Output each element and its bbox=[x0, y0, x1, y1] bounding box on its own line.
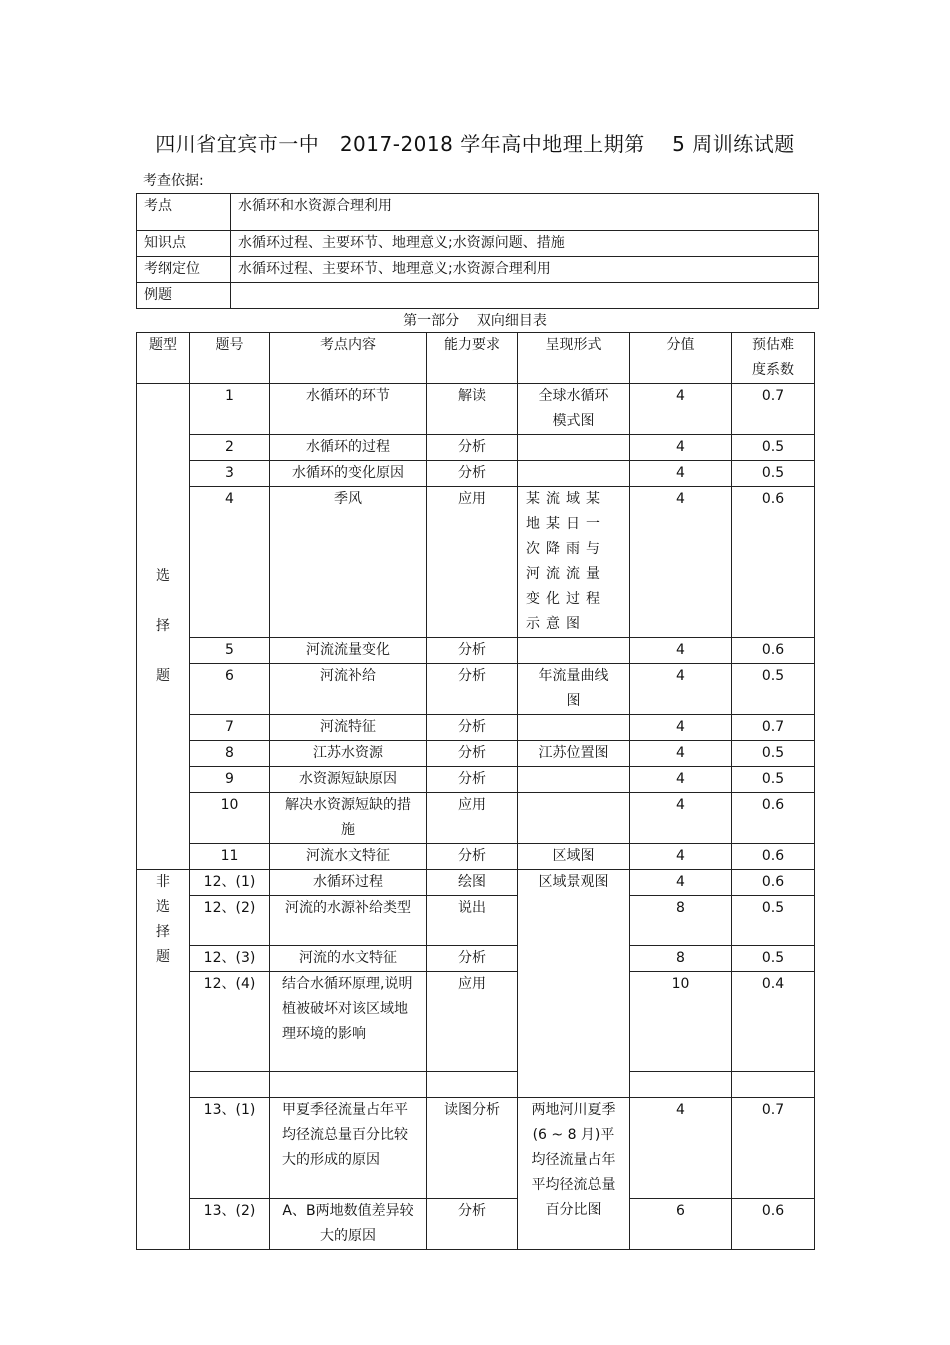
item-difficulty: 0.5 bbox=[732, 767, 815, 793]
item-ability: 解读 bbox=[427, 384, 518, 435]
basis-key: 例题 bbox=[137, 283, 231, 309]
item-score: 4 bbox=[630, 384, 732, 435]
item-score: 4 bbox=[630, 793, 732, 844]
table-row bbox=[137, 767, 815, 793]
item-difficulty: 0.6 bbox=[732, 487, 815, 638]
item-ability: 分析 bbox=[427, 435, 518, 461]
item-topic: 甲夏季径流量占年平均径流总量百分比较大的形成的原因 bbox=[270, 1098, 427, 1199]
table-row bbox=[137, 972, 815, 1072]
table-row bbox=[137, 638, 815, 664]
category-nonchoice: 非 选 择 题 bbox=[137, 870, 190, 1250]
item-form bbox=[518, 461, 630, 487]
item-topic: 水循环的变化原因 bbox=[270, 461, 427, 487]
item-topic: 季风 bbox=[270, 487, 427, 638]
item-no: 12、(3) bbox=[190, 946, 270, 972]
item-difficulty: 0.5 bbox=[732, 896, 815, 946]
item-topic: 河流流量变化 bbox=[270, 638, 427, 664]
header-cell: 呈现形式 bbox=[518, 333, 630, 384]
item-difficulty: 0.6 bbox=[732, 638, 815, 664]
basis-key: 考纲定位 bbox=[137, 257, 231, 283]
item-topic: 水循环的环节 bbox=[270, 384, 427, 435]
item-form bbox=[518, 793, 630, 844]
item-no: 13、(1) bbox=[190, 1098, 270, 1199]
item-score: 4 bbox=[630, 435, 732, 461]
item-difficulty: 0.7 bbox=[732, 715, 815, 741]
header-cell: 能力要求 bbox=[427, 333, 518, 384]
item-ability: 分析 bbox=[427, 946, 518, 972]
item-form: 某流域某地某日一次降雨与河流流量变化过程示意图 bbox=[518, 487, 630, 638]
basis-value: 水循环过程、主要环节、地理意义;水资源合理利用 bbox=[231, 257, 819, 283]
item-score: 4 bbox=[630, 844, 732, 870]
item-score: 4 bbox=[630, 741, 732, 767]
item-difficulty: 0.5 bbox=[732, 435, 815, 461]
item-ability: 分析 bbox=[427, 844, 518, 870]
item-form: 区域图 bbox=[518, 844, 630, 870]
table-row bbox=[137, 1199, 815, 1250]
item-topic: 水资源短缺原因 bbox=[270, 767, 427, 793]
item-topic: 结合水循环原理,说明植被破坏对该区域地理环境的影响 bbox=[270, 972, 427, 1072]
item-score: 4 bbox=[630, 461, 732, 487]
item-no: 11 bbox=[190, 844, 270, 870]
item-difficulty: 0.5 bbox=[732, 741, 815, 767]
table-row bbox=[137, 741, 815, 767]
item-difficulty: 0.6 bbox=[732, 793, 815, 844]
item-no: 8 bbox=[190, 741, 270, 767]
table-row bbox=[137, 435, 815, 461]
basis-value: 水循环和水资源合理利用 bbox=[231, 194, 819, 231]
header-cell: 题型 bbox=[137, 333, 190, 384]
item-ability: 应用 bbox=[427, 793, 518, 844]
header-cell: 分值 bbox=[630, 333, 732, 384]
basis-value: 水循环过程、主要环节、地理意义;水资源问题、措施 bbox=[231, 231, 819, 257]
item-ability: 读图分析 bbox=[427, 1098, 518, 1199]
header-cell: 题号 bbox=[190, 333, 270, 384]
item-form: 两地河川夏季(6 ~ 8 月)平均径流量占年平均径流总量百分比图 bbox=[518, 1098, 630, 1250]
item-difficulty: 0.7 bbox=[732, 1098, 815, 1199]
item-no: 1 bbox=[190, 384, 270, 435]
item-no: 12、(4) bbox=[190, 972, 270, 1072]
item-no bbox=[190, 1072, 270, 1098]
item-difficulty bbox=[732, 1072, 815, 1098]
item-difficulty: 0.4 bbox=[732, 972, 815, 1072]
header-row bbox=[137, 333, 815, 384]
item-topic: 河流特征 bbox=[270, 715, 427, 741]
item-form: 区域景观图 bbox=[518, 870, 630, 1098]
item-no: 10 bbox=[190, 793, 270, 844]
item-no: 4 bbox=[190, 487, 270, 638]
item-no: 13、(2) bbox=[190, 1199, 270, 1250]
item-ability: 分析 bbox=[427, 715, 518, 741]
item-ability: 分析 bbox=[427, 767, 518, 793]
item-topic: 河流补给 bbox=[270, 664, 427, 715]
spec-table bbox=[136, 332, 815, 1250]
item-topic: 水循环过程 bbox=[270, 870, 427, 896]
item-form: 年流量曲线图 bbox=[518, 664, 630, 715]
item-score: 6 bbox=[630, 1199, 732, 1250]
table-row bbox=[137, 844, 815, 870]
header-cell: 考点内容 bbox=[270, 333, 427, 384]
item-no: 2 bbox=[190, 435, 270, 461]
table-row bbox=[137, 1072, 815, 1098]
item-ability bbox=[427, 1072, 518, 1098]
basis-label: 考查依据: bbox=[143, 173, 204, 189]
item-form bbox=[518, 767, 630, 793]
basis-value bbox=[231, 283, 819, 309]
item-score: 8 bbox=[630, 946, 732, 972]
item-form: 全球水循环模式图 bbox=[518, 384, 630, 435]
item-difficulty: 0.6 bbox=[732, 870, 815, 896]
item-topic: 水循环的过程 bbox=[270, 435, 427, 461]
item-topic bbox=[270, 1072, 427, 1098]
item-topic: 解决水资源短缺的措施 bbox=[270, 793, 427, 844]
item-no: 12、(2) bbox=[190, 896, 270, 946]
item-difficulty: 0.6 bbox=[732, 844, 815, 870]
section-title: 第一部分 双向细目表 bbox=[403, 313, 547, 329]
item-no: 6 bbox=[190, 664, 270, 715]
item-no: 12、(1) bbox=[190, 870, 270, 896]
item-score: 4 bbox=[630, 870, 732, 896]
item-topic: 河流的水源补给类型 bbox=[270, 896, 427, 946]
item-score: 4 bbox=[630, 664, 732, 715]
item-topic: 河流的水文特征 bbox=[270, 946, 427, 972]
item-ability: 应用 bbox=[427, 972, 518, 1072]
item-ability: 应用 bbox=[427, 487, 518, 638]
item-score: 4 bbox=[630, 487, 732, 638]
item-topic: 江苏水资源 bbox=[270, 741, 427, 767]
table-row bbox=[137, 793, 815, 844]
item-score: 4 bbox=[630, 767, 732, 793]
table-row bbox=[137, 487, 815, 638]
item-form bbox=[518, 638, 630, 664]
item-topic: 河流水文特征 bbox=[270, 844, 427, 870]
table-row bbox=[137, 946, 815, 972]
basis-table bbox=[136, 193, 819, 309]
table-row bbox=[137, 896, 815, 946]
item-no: 5 bbox=[190, 638, 270, 664]
item-difficulty: 0.5 bbox=[732, 946, 815, 972]
item-score: 4 bbox=[630, 715, 732, 741]
item-topic: A、B两地数值差异较大的原因 bbox=[270, 1199, 427, 1250]
table-row bbox=[137, 1098, 815, 1199]
item-no: 3 bbox=[190, 461, 270, 487]
item-ability: 分析 bbox=[427, 741, 518, 767]
item-difficulty: 0.5 bbox=[732, 664, 815, 715]
table-row bbox=[137, 384, 815, 435]
table-row bbox=[137, 664, 815, 715]
item-score: 10 bbox=[630, 972, 732, 1072]
item-difficulty: 0.5 bbox=[732, 461, 815, 487]
basis-key: 考点 bbox=[137, 194, 231, 231]
item-score bbox=[630, 1072, 732, 1098]
item-score: 4 bbox=[630, 1098, 732, 1199]
item-ability: 分析 bbox=[427, 638, 518, 664]
item-no: 7 bbox=[190, 715, 270, 741]
item-form bbox=[518, 435, 630, 461]
basis-key: 知识点 bbox=[137, 231, 231, 257]
item-difficulty: 0.7 bbox=[732, 384, 815, 435]
item-ability: 分析 bbox=[427, 461, 518, 487]
category-choice: 选 择 题 bbox=[137, 384, 190, 870]
item-ability: 说出 bbox=[427, 896, 518, 946]
item-no: 9 bbox=[190, 767, 270, 793]
item-form bbox=[518, 715, 630, 741]
table-row bbox=[137, 715, 815, 741]
table-row bbox=[137, 870, 815, 896]
item-ability: 绘图 bbox=[427, 870, 518, 896]
item-ability: 分析 bbox=[427, 664, 518, 715]
item-score: 4 bbox=[630, 638, 732, 664]
item-score: 8 bbox=[630, 896, 732, 946]
item-ability: 分析 bbox=[427, 1199, 518, 1250]
table-row bbox=[137, 461, 815, 487]
header-cell: 预估难度系数 bbox=[732, 333, 815, 384]
item-form: 江苏位置图 bbox=[518, 741, 630, 767]
document-title: 四川省宜宾市一中 2017-2018 学年高中地理上期第 5 周训练试题 bbox=[155, 132, 795, 156]
item-difficulty: 0.6 bbox=[732, 1199, 815, 1250]
